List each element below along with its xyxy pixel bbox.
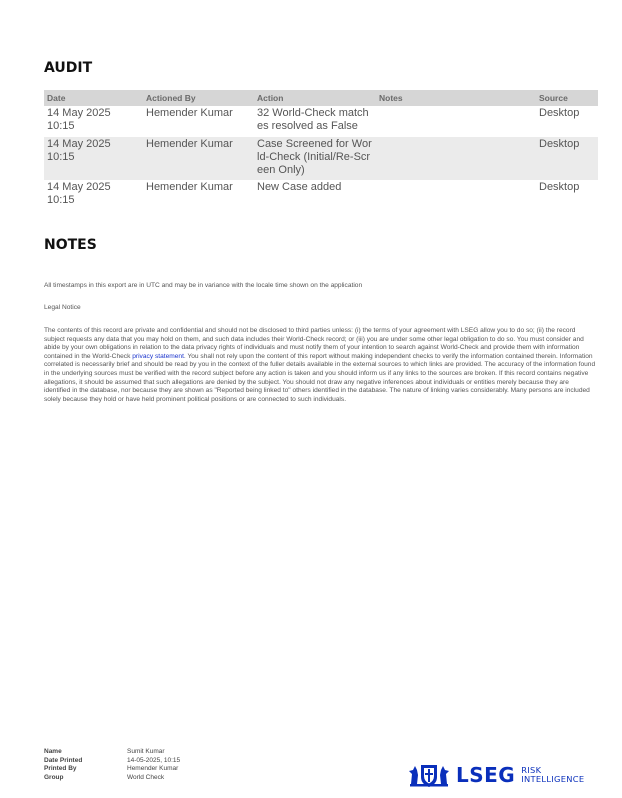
column-header-notes: Notes (376, 90, 536, 106)
legal-text-part-1: The contents of this record are private and confidential and should not be disclosed to third parties unless: (i) the terms of your agreement with LSEG allow you to do so; (ii) the record subject requests any data that you may hold on them, and such data includes their World-Check record; or (iii) you are under some other legal obligation to do so. You must consider and abide by your own obligations in relation to the data privacy rights of individuals and must notify them of your intention to search against World-Check and provide them with information contained in the World-Check (44, 327, 584, 360)
timestamp-note: All timestamps in this export are in UTC and may be in variance with the locale time shown on the application (44, 282, 363, 289)
cell-action: 32 World-Check matches resolved as False (257, 107, 369, 132)
column-header-actioned-by: Actioned By (143, 90, 254, 106)
date-printed-label: Date Printed (44, 756, 83, 764)
cell-source: Desktop (539, 107, 580, 119)
intelligence-word: INTELLIGENCE (521, 774, 585, 784)
cell-date: 14 May 2025 10:15 (44, 137, 143, 180)
cell-actioned-by: Hemender Kumar (146, 107, 233, 119)
legal-text-part-2: . You shall not rely upon the content of this report without making independent checks to verify the information contained therein. Information correlated is necessarily brief and should be read by you in the context of the fuller details available in the external sources to which links are provided. The accuracy of the information found in the underlying sources must be verified with the record subject before any action is taken and you should inform us if any links to the sources are broken. If this record contains negative allegations, it should be assumed that such allegations are denied by the subject. You should not draw any negative inferences about individuals or entities merely because they are identified in the database, nor because they are shown as "Reported being linked to" others identified in the database. The nature of linking varies considerably. Many persons are included solely because they hold or have held prominent political positions or are connected to such individuals. (44, 352, 596, 403)
cell-date: 14 May 2025 10:15 (47, 107, 111, 132)
printed-by-value: Hemender Kumar (127, 765, 179, 773)
group-label: Group (44, 773, 64, 781)
table-row (44, 180, 598, 210)
cell-notes (376, 180, 536, 210)
name-label: Name (44, 748, 62, 755)
cell-source: Desktop (539, 181, 580, 193)
footer-labels (44, 748, 82, 782)
notes-section-title: NOTES (44, 237, 97, 253)
cell-actioned-by: Hemender Kumar (143, 137, 254, 180)
cell-notes (376, 106, 536, 137)
name-value: Sumit Kumar (127, 748, 165, 755)
table-row (44, 106, 598, 137)
audit-section-title: AUDIT (44, 60, 93, 76)
table-row (44, 137, 598, 180)
printed-by-label: Printed By (44, 765, 77, 773)
audit-table (44, 90, 598, 210)
cell-action: New Case added (257, 181, 342, 193)
cell-date: 14 May 2025 10:15 (47, 181, 111, 206)
legal-notice-heading: Legal Notice (44, 304, 81, 311)
lion-crest-icon (408, 762, 450, 788)
column-header-action: Action (254, 90, 376, 106)
risk-word: RISK (521, 765, 542, 775)
column-header-date: Date (44, 90, 143, 106)
group-value: World Check (127, 773, 165, 781)
column-header-source: Source (536, 90, 598, 106)
risk-intelligence-label (521, 766, 584, 784)
lseg-logo (408, 762, 584, 788)
footer-values (127, 748, 180, 782)
legal-notice-text (44, 327, 596, 404)
privacy-statement-link[interactable]: privacy statement (132, 352, 184, 360)
cell-actioned-by: Hemender Kumar (146, 181, 233, 193)
cell-notes (376, 137, 536, 180)
cell-action: Case Screened for World-Check (Initial/Re-Screen Only) (254, 137, 376, 180)
cell-source: Desktop (536, 137, 598, 180)
audit-header-row (44, 90, 598, 106)
lseg-wordmark: LSEG (456, 763, 516, 787)
date-printed-value: 14-05-2025, 10:15 (127, 756, 181, 764)
